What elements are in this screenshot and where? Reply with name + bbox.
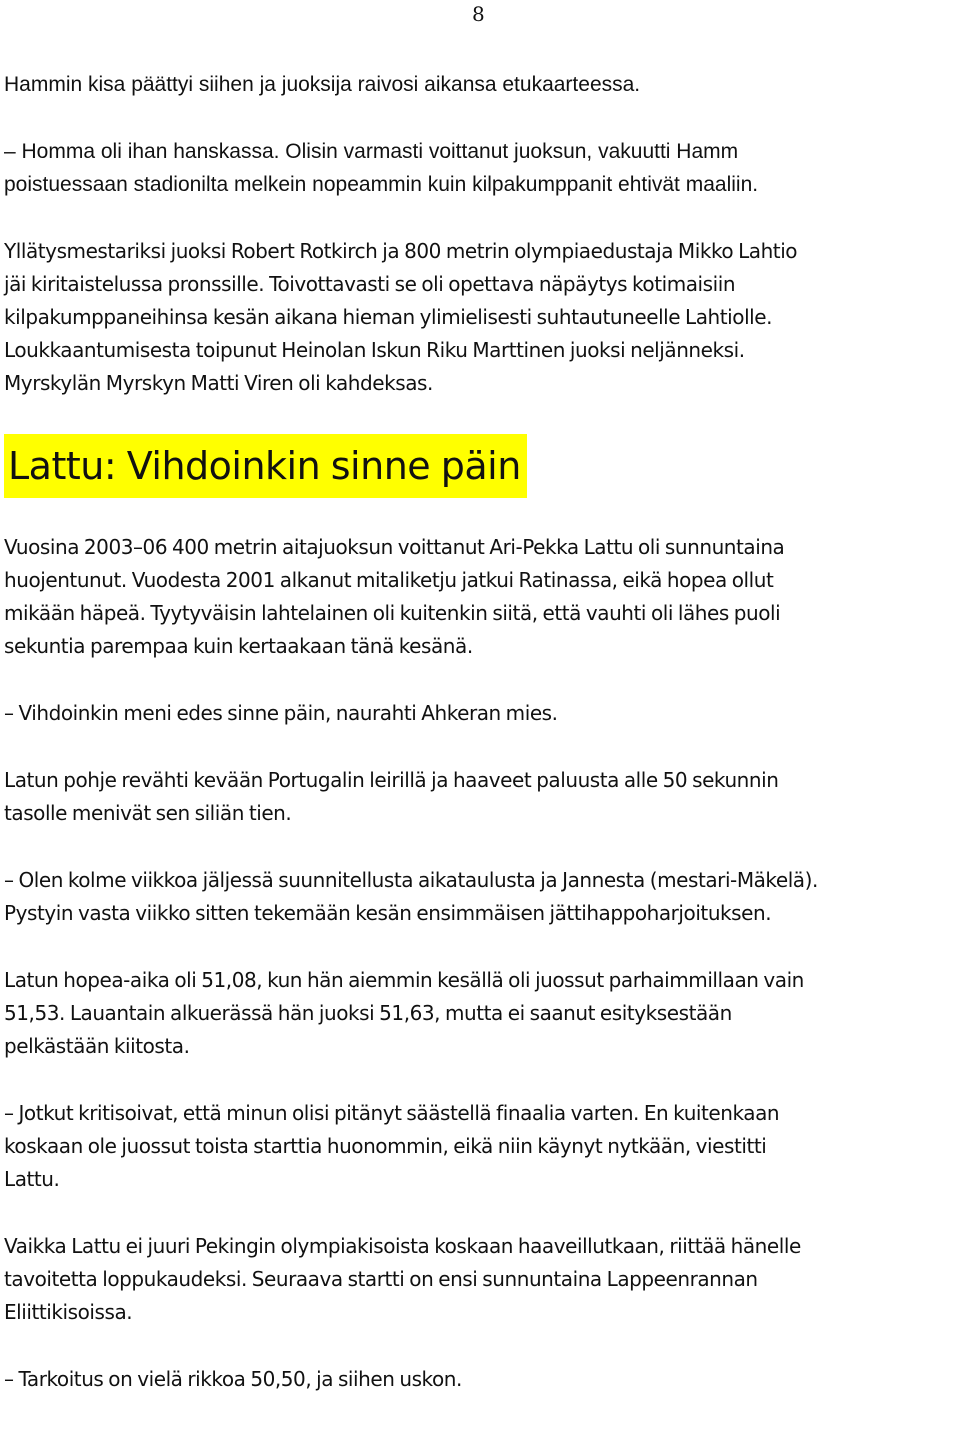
text-line: kilpakumppaneihinsa kesän aikana hieman ylimielisesti suhtautuneelle Lahtiolle. xyxy=(4,305,773,329)
text-line: Latun hopea-aika oli 51,08, kun hän aiemmin kesällä oli juossut parhaimmillaan vain xyxy=(4,968,804,992)
paragraph xyxy=(4,135,956,201)
text-line: Hammin kisa päättyi siihen ja juoksija raivosi aikansa etukaarteessa. xyxy=(4,73,641,96)
text-line: pelkästään kiitosta. xyxy=(4,1034,190,1058)
heading-container xyxy=(4,434,956,499)
paragraph xyxy=(4,864,956,930)
paragraph xyxy=(4,68,956,101)
text-line: Latun pohje revähti kevään Portugalin leirillä ja haaveet paluusta alle 50 sekunnin xyxy=(4,768,779,792)
text-line: Lattu. xyxy=(4,1167,60,1191)
text-line: tasolle menivät sen siliän tien. xyxy=(4,801,292,825)
text-line: Loukkaantumisesta toipunut Heinolan Iskun Riku Marttinen juoksi neljänneksi. xyxy=(4,338,745,362)
text-line: Eliittikisoissa. xyxy=(4,1300,133,1324)
text-line: Yllätysmestariksi juoksi Robert Rotkirch ja 800 metrin olympiaedustaja Mikko Lahtio xyxy=(4,239,798,263)
text-line: jäi kiritaistelussa pronssille. Toivottavasti se oli opettava näpäytys kotimaisiin xyxy=(4,272,736,296)
text-line: 51,53. Lauantain alkuerässä hän juoksi 51,63, mutta ei saanut esityksestään xyxy=(4,1001,732,1025)
text-line: poistuessaan stadionilta melkein nopeammin kuin kilpakumppanit ehtivät maaliin. xyxy=(4,173,759,196)
paragraph xyxy=(4,235,956,400)
section-heading: Lattu: Vihdoinkin sinne päin xyxy=(4,434,527,498)
text-line: tavoitetta loppukaudeksi. Seuraava startti on ensi sunnuntaina Lappeenrannan xyxy=(4,1267,758,1291)
text-line: Myrskylän Myrskyn Matti Viren oli kahdeksas. xyxy=(4,371,433,395)
text-line: koskaan ole juossut toista starttia huonommin, eikä niin käynyt nytkään, viestitti xyxy=(4,1134,767,1158)
paragraph xyxy=(4,1230,956,1329)
text-line: Vuosina 2003–06 400 metrin aitajuoksun voittanut Ari-Pekka Lattu oli sunnuntaina xyxy=(4,535,785,559)
text-line: – Olen kolme viikkoa jäljessä suunnitellusta aikataulusta ja Jannesta (mestari-Mäkelä). xyxy=(4,868,818,892)
text-line: sekuntia parempaa kuin kertaakaan tänä kesänä. xyxy=(4,634,473,658)
paragraph xyxy=(4,697,956,730)
page-number: 8 xyxy=(472,2,485,26)
text-line: Pystyin vasta viikko sitten tekemään kesän ensimmäisen jättihappoharjoituksen. xyxy=(4,901,772,925)
text-line: mikään häpeä. Tyytyväisin lahtelainen oli kuitenkin siitä, että vauhti oli lähes puoli xyxy=(4,601,781,625)
paragraph xyxy=(4,1097,956,1196)
paragraph xyxy=(4,531,956,663)
paragraph xyxy=(4,1363,956,1396)
text-line: huojentunut. Vuodesta 2001 alkanut mitaliketju jatkui Ratinassa, eikä hopea ollut xyxy=(4,568,774,592)
text-line: – Tarkoitus on vielä rikkoa 50,50, ja siihen uskon. xyxy=(4,1367,462,1391)
text-line: – Jotkut kritisoivat, että minun olisi pitänyt säästellä finaalia varten. En kuitenkaan xyxy=(4,1101,780,1125)
paragraph xyxy=(4,764,956,830)
text-line: – Vihdoinkin meni edes sinne päin, naurahti Ahkeran mies. xyxy=(4,701,558,725)
paragraph xyxy=(4,964,956,1063)
text-line: – Homma oli ihan hanskassa. Olisin varmasti voittanut juoksun, vakuutti Hamm xyxy=(4,140,739,163)
article-body xyxy=(4,68,956,1430)
text-line: Vaikka Lattu ei juuri Pekingin olympiakisoista koskaan haaveillutkaan, riittää hänelle xyxy=(4,1234,801,1258)
